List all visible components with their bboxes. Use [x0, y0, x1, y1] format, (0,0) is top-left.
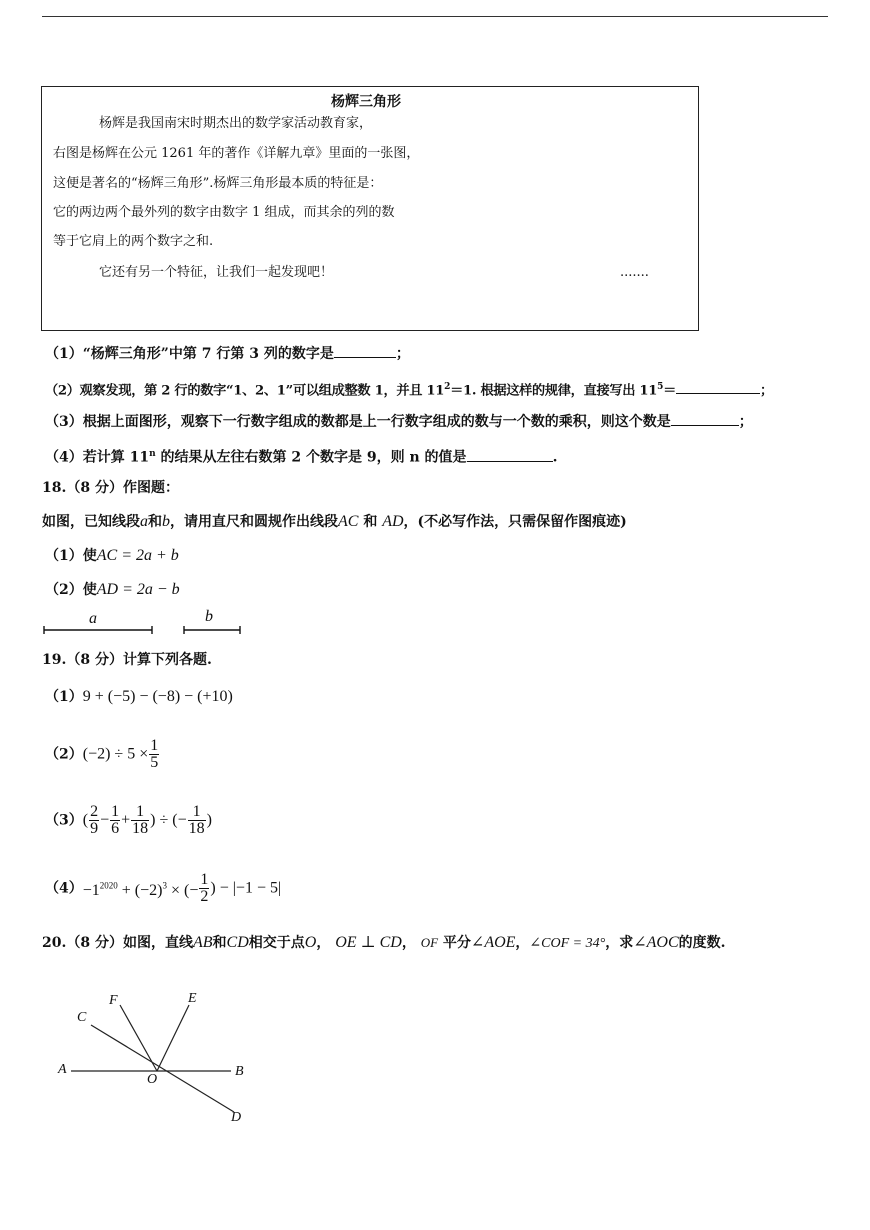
box-title: 杨辉三角形	[331, 94, 401, 110]
frac-num: 2	[90, 803, 99, 820]
q18-p1-expr: AC = 2a + b	[96, 547, 179, 564]
frac-den: 5	[150, 754, 159, 771]
q17-part-4	[45, 445, 557, 467]
q19-p4-d: ) − |−1 − 5|	[210, 879, 282, 897]
q17-part-2	[45, 378, 773, 400]
q18-p1-label: （1）使	[45, 548, 97, 564]
q20-aoe: ∠AOE	[470, 934, 516, 951]
q19-p2-label: （2）	[45, 746, 83, 763]
q18-description	[42, 513, 627, 531]
q20-t5: 平分	[442, 935, 471, 951]
q19-p1-label: （1）	[45, 689, 83, 705]
q19-p4-b: + (−2)	[117, 882, 163, 900]
q19-part-1	[45, 688, 233, 706]
ray-of	[120, 1005, 157, 1071]
point-c-label: C	[77, 1010, 87, 1025]
q20-aoc: ∠AOC	[633, 934, 679, 951]
frac-den: 18	[188, 820, 205, 837]
q19-p3-open: (	[82, 811, 89, 829]
q19-p2-pre: (−2) ÷ 5 ×	[82, 745, 149, 763]
q20-t4: ，	[401, 935, 416, 951]
q18-part-2	[45, 581, 180, 599]
box-line-5: 等于它肩上的两个数字之和.	[53, 234, 214, 249]
q18-part-1	[45, 547, 179, 565]
q19-p3-op1: −	[100, 811, 110, 829]
q18-desc-c: ，请用直尺和圆规作出线段	[170, 514, 338, 530]
frac-den: 2	[200, 888, 209, 905]
q18-p2-expr: AD = 2a − b	[96, 581, 180, 598]
q17-p4-sup: n	[149, 449, 156, 459]
segment-a-label: a	[89, 610, 97, 627]
var-b: b	[162, 513, 170, 530]
q20-of: OF	[420, 935, 439, 950]
q19-p3-label: （3）	[45, 812, 83, 829]
box-line-1: 杨辉是我国南宋时期杰出的数学家活动教育家，	[99, 116, 373, 131]
q19-p1-expr: 9 + (−5) − (−8) − (+10)	[82, 688, 233, 705]
q20-ab: AB	[192, 934, 213, 951]
ray-oe	[157, 1005, 189, 1071]
q19-p4-fraction	[199, 872, 209, 905]
seg-ac: AC	[338, 513, 359, 530]
q19-p3-frac-4	[188, 804, 206, 837]
var-a: a	[140, 513, 148, 530]
box-line-3: 这便是著名的“杨辉三角形”.杨辉三角形最本质的特征是：	[53, 176, 383, 191]
q19-part-4	[45, 872, 281, 905]
q19-p3-frac-3	[131, 804, 149, 837]
q18-desc-a: 如图，已知线段	[42, 514, 140, 530]
point-b-label: B	[235, 1064, 244, 1079]
q19-p2-fraction	[149, 738, 159, 771]
q19-p4-label: （4）	[45, 880, 83, 897]
segment-b-label: b	[205, 608, 213, 625]
q19-p4-sup1: 2020	[99, 880, 118, 891]
answer-blank-2[interactable]	[676, 379, 760, 394]
point-d-label: D	[231, 1110, 242, 1125]
answer-blank-3[interactable]	[671, 411, 739, 426]
q19-heading: 19.（8 分）计算下列各题.	[42, 652, 212, 668]
q20-perp: OE ⊥ CD	[335, 934, 402, 951]
q19-part-3	[45, 804, 212, 837]
q17-p4-end: .	[552, 449, 558, 466]
q20-cd: CD	[226, 934, 249, 951]
q17-p3-end: ；	[738, 414, 753, 430]
segments-figure	[40, 610, 260, 640]
frac-den: 6	[111, 820, 120, 837]
q18-heading: 18.（8 分）作图题：	[42, 480, 179, 496]
answer-blank-4[interactable]	[467, 447, 553, 462]
point-o-label: O	[147, 1072, 158, 1087]
q17-p1-end: ；	[395, 346, 410, 362]
q20-o: O	[304, 934, 317, 951]
box-line-6: 它还有另一个特征，让我们一起发现吧！	[99, 265, 334, 280]
frac-num: 1	[200, 871, 209, 888]
q19-p3-frac-2	[110, 804, 120, 837]
frac-den: 18	[132, 820, 149, 837]
answer-blank-1[interactable]	[334, 343, 396, 358]
point-e-label: E	[188, 991, 197, 1006]
box-line-2: 右图是杨辉在公元 1261 年的著作《详解九章》里面的一张图，	[53, 146, 420, 161]
q17-p2-end: ；	[760, 383, 773, 399]
q17-p3-text: （3）根据上面图形，观察下一行数字组成的数都是上一行数字组成的数与一个数的乘积，则这个数是	[45, 414, 671, 430]
q17-p2-sup2: 5	[657, 382, 664, 392]
q17-p4-b: 的结果从左往右数第 2 个数字是 9，则 n 的值是	[155, 449, 467, 466]
box-ellipsis: .......	[620, 265, 649, 280]
q20-t2: 相交于点	[248, 935, 305, 951]
q19-p3-mid: ) ÷ (−	[150, 811, 187, 829]
q18-desc-e: ，(不必写作法，只需保留作图痕迹)	[403, 514, 627, 530]
q17-p2-sup: 2	[444, 382, 451, 392]
q17-part-1	[45, 343, 410, 363]
line-cd	[91, 1025, 234, 1112]
q19-p4-c: × (−	[166, 882, 199, 900]
q18-p2-label: （2）使	[45, 582, 97, 598]
frac-den: 9	[90, 820, 99, 837]
q19-p3-op2: +	[121, 811, 131, 829]
q17-p4-a: （4）若计算 11	[45, 449, 150, 466]
q20-head: 20.（8 分）如图，直线	[42, 935, 193, 951]
box-line-4: 它的两边两个最外列的数字由数字 1 组成，而其余的列的数	[53, 205, 395, 220]
q17-p2-c: ＝	[663, 383, 677, 399]
top-rule	[42, 16, 828, 17]
frac-num: 1	[111, 803, 120, 820]
q20-cof: ∠COF = 34°	[529, 936, 606, 951]
q19-p3-frac-1	[89, 804, 99, 837]
q17-p2-b: ＝1. 根据这样的规律，直接写出 11	[450, 383, 658, 399]
frac-num: 1	[131, 804, 149, 821]
frac-num: 1	[188, 804, 206, 821]
q20-t7: ，求	[605, 935, 634, 951]
q20-t1: 和	[212, 935, 227, 951]
seg-ad: AD	[382, 513, 404, 530]
q20-t6: ，	[515, 935, 530, 951]
q19-p4-a: −1	[82, 882, 100, 900]
q17-p1-text: （1）“杨辉三角形”中第 7 行第 3 列的数字是	[45, 346, 334, 362]
frac-num: 1	[150, 737, 159, 754]
q18-desc-b: 和	[148, 514, 162, 530]
q18-desc-d: 和	[363, 514, 378, 530]
q20-t3: ，	[316, 935, 331, 951]
point-f-label: F	[109, 993, 118, 1008]
q17-part-3	[45, 411, 753, 431]
point-a-label: A	[58, 1062, 67, 1077]
q19-part-2	[45, 738, 160, 771]
q17-p2-a: （2）观察发现，第 2 行的数字“1、2、1”可以组成整数 1，并且 11	[45, 383, 445, 399]
q20-text	[42, 934, 725, 953]
q20-t8: 的度数.	[678, 935, 726, 951]
q19-p4-sup2: 3	[162, 880, 167, 891]
q19-p3-close: )	[206, 811, 212, 829]
